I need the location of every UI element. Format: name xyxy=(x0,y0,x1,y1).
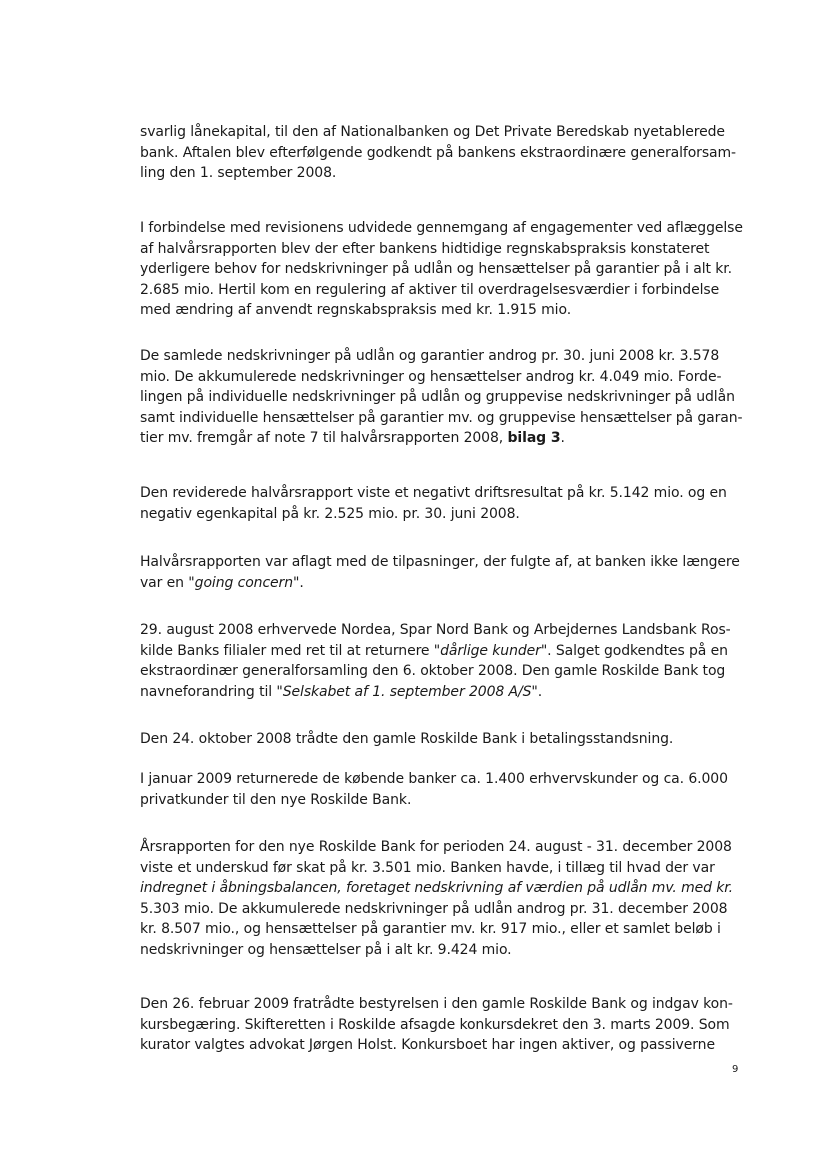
paragraph-text xyxy=(140,620,744,702)
page-number: 9 xyxy=(732,1064,739,1075)
text-segment: ". Salget godkendtes på en ekstraordinær generalforsamling den 6. oktober 2008. Den gamle Roskilde Bank tog navneforandring til " xyxy=(140,642,728,700)
italic-text: dårlige kunder xyxy=(440,642,541,659)
text-segment: De samlede nedskrivninger på udlån og garantier androg pr. 30. juni 2008 kr. 3.578 mio. De akkumulerede nedskrivninger og hensættelser androg kr. 4.049 mio. Forde-lingen på individuelle nedskrivninger på udlån og gruppevise nedskrivninger på udlån samt individuelle hensættelser på garantier mv. og gruppevise hensættelser på garan-tier mv. fremgår af note 7 til halvårsrapporten 2008, xyxy=(140,348,743,446)
text-segment: Den 24. oktober 2008 trådte den gamle Roskilde Bank i betalingsstandsning. xyxy=(140,731,674,747)
text-segment: Årsrapporten for den nye Roskilde Bank for perioden 24. august - 31. december 2008 viste et underskud før skat på kr. 3.501 mio. Banken havde, i tillæg til hvad der var xyxy=(140,839,732,876)
paragraph xyxy=(140,483,744,524)
paragraph-text xyxy=(140,994,744,1056)
paragraph-text xyxy=(140,837,744,960)
paragraph xyxy=(140,122,744,184)
paragraph xyxy=(140,729,744,750)
text-segment: Halvårsrapporten var aflagt med de tilpasninger, der fulgte af, at banken ikke længere var en " xyxy=(140,554,740,591)
paragraph xyxy=(140,218,744,321)
text-segment: I januar 2009 returnerede de købende banker ca. 1.400 erhvervskunder og ca. 6.000 privatkunder til den nye Roskilde Bank. xyxy=(140,771,728,808)
paragraph-text xyxy=(140,483,744,524)
text-segment: 5.303 mio. De akkumulerede nedskrivninger på udlån androg pr. 31. december 2008 kr. 8.507 mio., og hensættelser på garantier mv. kr. 917 mio., eller et samlet beløb i nedskrivninger og hensættelser på i alt kr. 9.424 mio. xyxy=(140,900,728,958)
text-segment: Den reviderede halvårsrapport viste et negativt driftsresultat på kr. 5.142 mio. og en negativ egenkapital på kr. 2.525 mio. pr. 30. juni 2008. xyxy=(140,485,727,522)
paragraph-text xyxy=(140,218,744,321)
paragraph-text xyxy=(140,552,744,593)
italic-text: Selskabet af 1. september 2008 A/S xyxy=(282,683,532,700)
text-segment: . xyxy=(560,430,565,446)
paragraph-text xyxy=(140,346,744,449)
paragraph-text xyxy=(140,769,744,810)
text-segment: ". xyxy=(292,574,304,591)
text-segment: I forbindelse med revisionens udvidede gennemgang af engagementer ved aflæggelse af halvårsrapporten blev der efter bankens hidtidige regnskabspraksis konstateret yderligere behov for nedskrivninger på udlån og hensættelser på garantier på i alt kr. 2.685 mio. Hertil kom en regulering af aktiver til overdragelsesværdier i forbindelse med ændring af anvendt regnskabspraksis med kr. 1.915 mio. xyxy=(140,220,743,318)
paragraph xyxy=(140,346,744,449)
text-segment: 29. august 2008 erhvervede Nordea, Spar Nord Bank og Arbejdernes Landsbank Ros-kilde Banks filialer med ret til at returnere " xyxy=(140,622,731,659)
paragraph xyxy=(140,620,744,702)
paragraph xyxy=(140,552,744,593)
text-segment: ". xyxy=(531,683,543,700)
paragraph xyxy=(140,994,744,1056)
bold-text: bilag 3 xyxy=(507,430,561,446)
text-segment: Den 26. februar 2009 fratrådte bestyrelsen i den gamle Roskilde Bank og indgav kon-kursbegæring. Skifteretten i Roskilde afsagde konkursdekret den 3. marts 2009. Som kurator valgtes advokat Jørgen Holst. Konkursboet har ingen aktiver, og passiverne xyxy=(140,996,733,1053)
paragraph-text xyxy=(140,122,744,184)
paragraph xyxy=(140,769,744,810)
paragraph-text xyxy=(140,729,744,750)
text-segment: svarlig lånekapital, til den af Nationalbanken og Det Private Beredskab nyetablerede bank. Aftalen blev efterfølgende godkendt på bankens ekstraordinære generalforsam-ling den 1. september 2008. xyxy=(140,124,736,181)
italic-text: going concern xyxy=(194,574,293,591)
italic-text: indregnet i åbningsbalancen, foretaget nedskrivning af værdien på udlån mv. med kr. xyxy=(140,880,734,896)
paragraph xyxy=(140,837,744,960)
